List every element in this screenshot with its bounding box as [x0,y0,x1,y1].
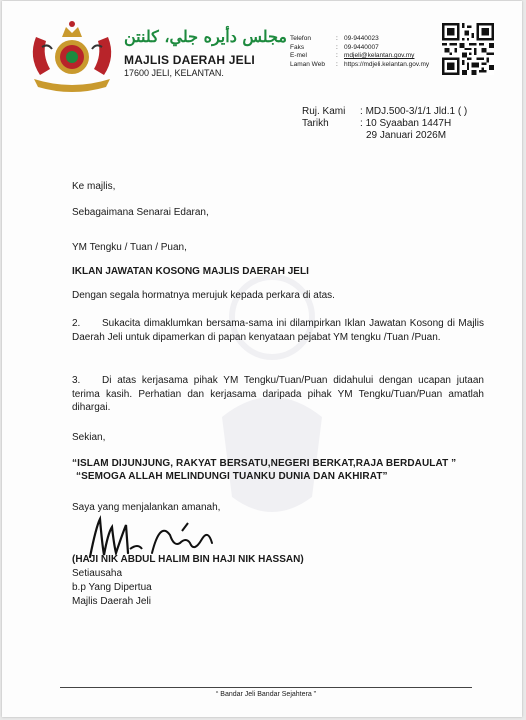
signatory-title: Setiausaha [72,568,123,579]
date-row [302,118,467,130]
paragraph-2-text: Sukacita dimaklumkan bersama-sama ini dilampirkan Iklan Jawatan Kosong di Majlis Daerah Jeli untuk dipamerkan di papan kenyataan pejabat YM tengku /Tuan /Puan. [72,318,484,343]
tarikh-label: Tarikh [302,118,329,129]
letter-page [2,1,522,717]
majlis-crest-logo [26,17,118,93]
paragraph-number: 3. [72,375,81,386]
salutation: YM Tengku / Tuan / Puan, [72,242,187,253]
signatory-name: (HAJI NIK ABDUL HALIM BIN HAJI NIK HASSAN) [72,554,304,565]
opening-paragraph: Dengan segala hormatnya merujuk kepada perkara di atas. [72,290,335,301]
reference-row [302,106,467,118]
org-address: 17600 JELI, KELANTAN. [124,68,224,78]
ruj-value: : MDJ.500-3/1/1 Jld.1 ( ) [360,106,468,117]
footer-divider [60,687,472,688]
paragraph-number: 2. [72,318,81,329]
motto-line-2: “SEMOGA ALLAH MELINDUNGI TUANKU DUNIA DAN AKHIRAT” [76,471,388,482]
tarikh-masihi: 29 Januari 2026M [366,130,447,141]
closing: Sekian, [72,432,106,443]
paragraph-2 [72,317,484,344]
contact-label: Faks [290,43,305,51]
recipient-line: Ke majlis, [72,181,116,192]
tarikh-hijri: : 10 Syaaban 1447H [360,118,452,129]
email-link[interactable]: mdjeli@kelantan.gov.my [344,52,415,60]
org-name: MAJLIS DAERAH JELI [124,53,255,67]
footer-slogan: “ Bandar Jeli Bandar Sejahtera ” [216,691,316,698]
contact-value: 09-9440023 [344,35,379,42]
letter-subject: IKLAN JAWATAN KOSONG MAJLIS DAERAH JELI [72,266,309,277]
contact-row-web: Laman Web : https://mdjeli.kelantan.gov.my [290,60,430,68]
contact-row-faks: Faks : 09-9440007 [290,43,379,51]
contact-value: 09-9440007 [344,43,379,51]
paragraph-3 [72,374,484,415]
contact-label: Laman Web [290,60,325,68]
website-link[interactable]: https://mdjeli.kelantan.gov.my [344,60,430,68]
signatory-organization: Majlis Daerah Jeli [72,596,151,607]
contact-label: Telefon [290,35,311,42]
contact-row-telefon: Telefon : 09-9440023 [290,35,379,42]
contact-block [290,35,429,69]
paragraph-3-text: Di atas kerjasama pihak YM Tengku/Tuan/Puan didahului dengan ucapan jutaan terima kasih. Perhatian dan kerjasama daripada pihak YM Tengku/Tuan/Puan amatlah dihargai. [72,375,484,414]
qr-code [442,23,494,75]
sign-off: Saya yang menjalankan amanah, [72,502,221,513]
contact-row-email: E-mel : mdjeli@kelantan.gov.my [290,52,415,60]
signatory-behalf: b.p Yang Dipertua [72,582,152,593]
date-row-2 [302,130,467,142]
distribution-line: Sebagaimana Senarai Edaran, [72,207,209,218]
ruj-label: Ruj. Kami [302,106,346,117]
contact-label: E-mel [290,52,307,60]
motto-line-1: “ISLAM DIJUNJUNG, RAKYAT BERSATU,NEGERI BERKAT,RAJA BERDAULAT ” [72,458,457,469]
org-name-jawi: مجلس دأيره جلي، کلنتن [124,27,287,46]
reference-block [302,106,467,142]
